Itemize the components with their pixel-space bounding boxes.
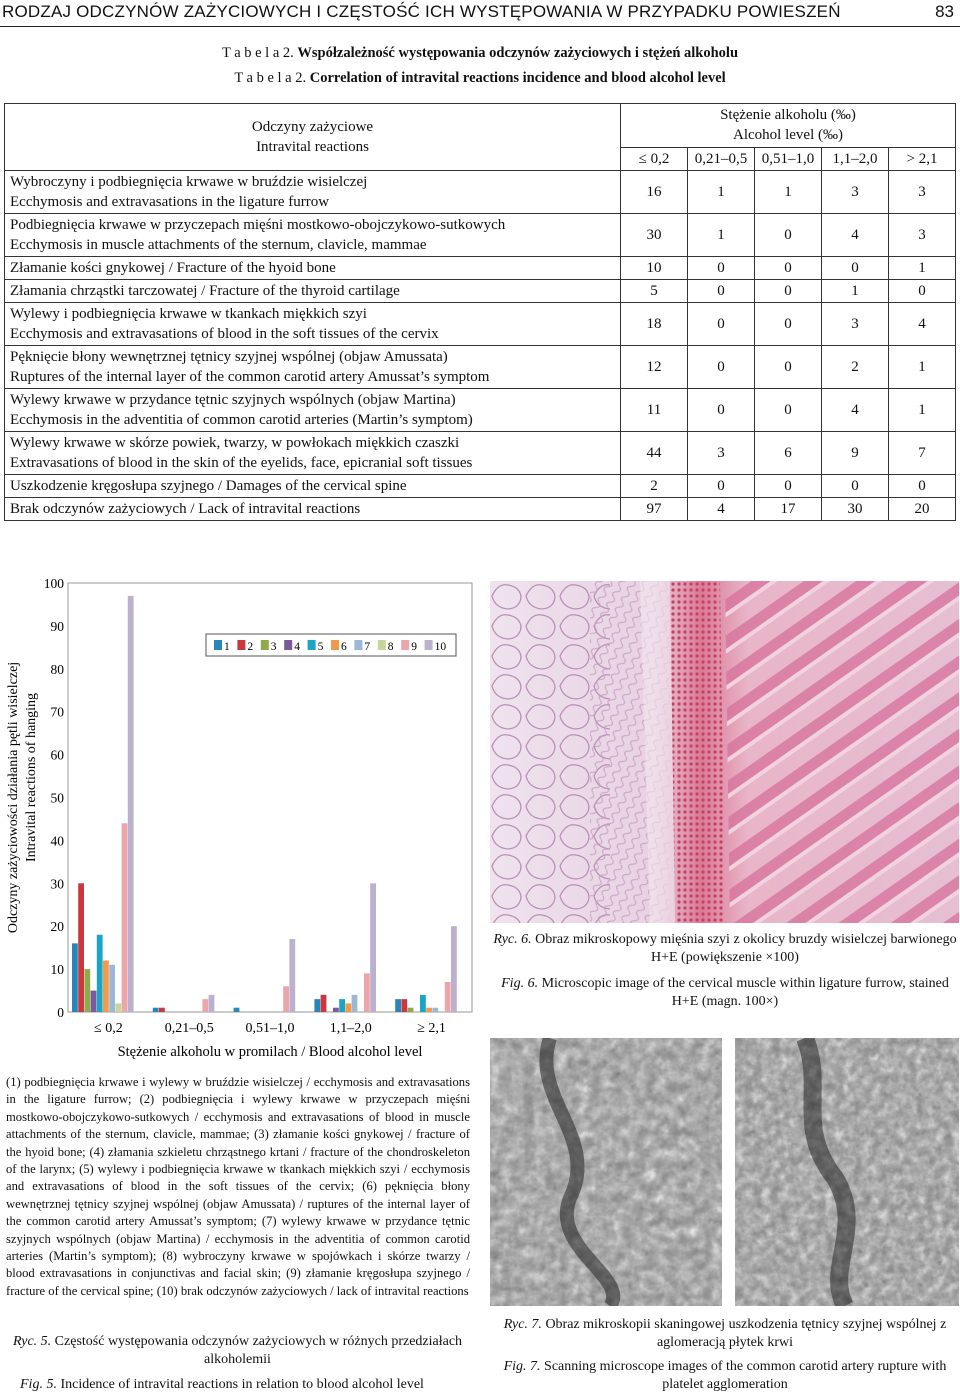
legend-swatch: [308, 640, 316, 650]
sem-photo-right: [735, 1038, 959, 1306]
bar-series-2: [159, 1008, 165, 1012]
table-row: [5, 303, 956, 346]
legend-swatch: [425, 640, 433, 650]
x-tick-label: ≥ 2,1: [417, 1021, 446, 1036]
row-label: Podbiegnięcia krwawe w przyczepach mięśni mostkowo-obojczykowo-sutkowych Ecchymosis in muscle attachments of the sternum, clavicle, mammae: [5, 214, 621, 257]
table-row: [5, 280, 956, 303]
bar-series-6: [426, 1008, 432, 1012]
sem-photo-left: [490, 1038, 722, 1306]
table-cell: 7: [889, 432, 956, 475]
y-tick-label: 90: [50, 618, 64, 634]
histology-image: [490, 581, 959, 923]
table-cell: 97: [621, 498, 688, 521]
legend-label: 4: [294, 641, 300, 653]
table-cell: 0: [688, 475, 755, 498]
table-cell: 10: [621, 257, 688, 280]
table-cell: 44: [621, 432, 688, 475]
legend-swatch: [284, 640, 292, 650]
column-header: 0,51–1,0: [755, 147, 822, 170]
table-cell: 0: [755, 257, 822, 280]
bar-series-5: [97, 935, 103, 1012]
table-cell: 4: [688, 498, 755, 521]
legend-label: 10: [434, 641, 447, 653]
y-tick-label: 70: [50, 704, 64, 720]
row-label: Wylewy i podbiegnięcia krwawe w tkankach miękkich szyi Ecchymosis and extravasations of blood in the soft tissues of the cervix: [5, 303, 621, 346]
table-row: [5, 432, 956, 475]
y-tick-label: 20: [50, 919, 64, 935]
table-cell: 2: [822, 346, 889, 389]
bar-series-10: [128, 596, 134, 1012]
table-cell: 3: [822, 303, 889, 346]
bar-series-1: [72, 943, 78, 1012]
table-cell: 3: [889, 171, 956, 214]
bar-series-1: [234, 1008, 240, 1012]
reactions-table: [4, 103, 956, 521]
bar-series-5: [420, 995, 426, 1012]
legend-swatch: [378, 640, 386, 650]
ryc6-caption: Ryc. 6. Obraz mikroskopowy mięśnia szyi z okolicy bruzdy wisielczej barwionego H+E (powiększenie ×100): [493, 932, 957, 965]
table-row: [5, 498, 956, 521]
bar-series-2: [401, 999, 407, 1012]
row-label: Brak odczynów zażyciowych / Lack of intravital reactions: [5, 498, 621, 521]
sem-image-left: [490, 1038, 722, 1306]
bar-series-9: [445, 982, 451, 1012]
row-label: Pęknięcie błony wewnętrznej tętnicy szyjnej wspólnej (objaw Amussata) Ruptures of the internal layer of the common carotid artery Amussat’s symptom: [5, 346, 621, 389]
bar-series-3: [84, 969, 90, 1012]
bar-series-7: [352, 995, 358, 1012]
table-cell: 0: [822, 257, 889, 280]
fig7-caption: Fig. 7. Scanning microscope images of the common carotid artery rupture with platelet agglomeration: [503, 1359, 947, 1392]
chart-legend-explanation: (1) podbiegnięcia krwawe i wylewy w bruździe wisielczej / ecchymosis and extravasations in the ligature furrow; (2) podbiegnięcia i wylewy krwawe w przyczepach mięśni mostkowo-obojczykowo-sutkowych / ecchymosis and extravasations of blood in muscle attachments of the sternum, clavicle, mammae; (3) złamanie kości gnykowej / fracture of the hyoid bone; (4) złamania szkieletu chrząstnego krtani / fracture of the chondroskeleton of the larynx; (5) wylewy i podbiegnięcia krwawe w tkankach miękkich szyi / ecchymosis and extravasations of blood in the soft tissues of the cervix; (6) pęknięcia błony wewnętrznej tętnicy szyjnej wspólnej (objaw Amussata) / ruptures of the internal layer of the common carotid artery Amussat’s symptom; (7) wylewy krwawe w przydance tętnic szyjnych wspólnych (objaw Martina) / ecchymosis in the adventitia of common carotid arteries (Martin’s symptom); (8) wybroczyny krwawe w spojówkach i skórze twarzy / blood extravasations in conjunctivas and facial skin; (9) złamanie kręgosłupa szyjnego / fracture of the cervical spine; (10) brak odczynów zażyciowych / lack of intravital reactions: [6, 1075, 470, 1298]
table-cell: 11: [621, 389, 688, 432]
table-cell: 9: [822, 432, 889, 475]
bar-series-10: [370, 883, 376, 1012]
table-cell: 0: [755, 475, 822, 498]
row-label: Uszkodzenie kręgosłupa szyjnego / Damages of the cervical spine: [5, 475, 621, 498]
bar-series-9: [364, 973, 370, 1012]
y-tick-label: 80: [50, 661, 64, 677]
table-cell: 1: [755, 171, 822, 214]
bar-series-3: [408, 1008, 414, 1012]
y-tick-label: 50: [50, 790, 64, 806]
table-cell: 20: [889, 498, 956, 521]
bar-series-4: [333, 1008, 339, 1012]
legend-label: 2: [247, 641, 254, 653]
head-right: Stężenie alkoholu (‰) Alcohol level (‰): [621, 104, 956, 148]
table-row: [5, 257, 956, 280]
legend-label: 9: [411, 641, 417, 653]
y-tick-label: 10: [50, 962, 64, 978]
bar-series-1: [395, 999, 401, 1012]
legend-swatch: [354, 640, 362, 650]
bar-series-2: [78, 883, 84, 1012]
bar-series-7: [109, 965, 115, 1012]
y-tick-label: 30: [50, 876, 64, 892]
table-caption-en: T a b e l a 2. Correlation of intravital reactions incidence and blood alcohol level: [234, 70, 726, 86]
table-cell: 0: [688, 303, 755, 346]
table-row: [5, 389, 956, 432]
running-header: [0, 0, 960, 28]
table-cell: 0: [822, 475, 889, 498]
bar-series-1: [153, 1008, 159, 1012]
table-cell: 1: [889, 346, 956, 389]
table-row: [5, 214, 956, 257]
table-cell: 1: [688, 171, 755, 214]
y-tick-label: 0: [57, 1005, 64, 1020]
x-axis-label: Stężenie alkoholu w promilach / Blood alcohol level: [117, 1044, 423, 1060]
row-label: Złamania chrząstki tarczowatej / Fracture of the thyroid cartilage: [5, 280, 621, 303]
page-number: 83: [935, 2, 954, 21]
legend-swatch: [261, 640, 269, 650]
histology-photo: [490, 581, 959, 923]
table-head-row: [5, 104, 956, 148]
sem-image-right: [735, 1038, 959, 1306]
table-cell: 5: [621, 280, 688, 303]
table-cell: 16: [621, 171, 688, 214]
column-header: > 2,1: [889, 147, 956, 170]
legend-label: 5: [317, 641, 324, 653]
table-cell: 18: [621, 303, 688, 346]
x-tick-label: 0,21–0,5: [164, 1021, 214, 1036]
bar-series-4: [91, 991, 97, 1012]
bar-series-9: [283, 986, 289, 1012]
table-cell: 0: [755, 303, 822, 346]
table-cell: 30: [621, 214, 688, 257]
legend-label: 6: [341, 641, 347, 653]
bar-chart: [0, 572, 475, 1062]
y-tick-label: 40: [50, 833, 64, 849]
row-label: Wylewy krwawe w przydance tętnic szyjnych wspólnych (objaw Martina) Ecchymosis in the adventitia of common carotid arteries (Martin’s symptom): [5, 389, 621, 432]
running-title: RODZAJ ODCZYNÓW ZAŻYCIOWYCH I CZĘSTOŚĆ ICH WYSTĘPOWANIA W PRZYPADKU POWIESZEŃ: [2, 2, 841, 21]
table-cell: 0: [889, 475, 956, 498]
legend-label: 7: [364, 641, 371, 653]
bar-series-10: [451, 926, 457, 1012]
ryc5-caption: Ryc. 5. Częstość występowania odczynów zażyciowych w różnych przedziałach alkoholemii: [12, 1334, 463, 1367]
table-cell: 12: [621, 346, 688, 389]
bar-series-2: [321, 995, 327, 1012]
table-cell: 3: [822, 171, 889, 214]
fig5-caption: Fig. 5. Incidence of intravital reactions in relation to blood alcohol level: [20, 1377, 424, 1392]
legend-swatch: [214, 640, 222, 650]
table-cell: 4: [822, 214, 889, 257]
bar-series-1: [314, 999, 320, 1012]
table-cell: 6: [755, 432, 822, 475]
table-cell: 3: [688, 432, 755, 475]
column-header: 1,1–2,0: [822, 147, 889, 170]
table-cell: 4: [889, 303, 956, 346]
legend-label: 1: [224, 641, 230, 653]
table-cell: 1: [889, 257, 956, 280]
table-cell: 1: [889, 389, 956, 432]
table-row: [5, 475, 956, 498]
table-cell: 0: [688, 389, 755, 432]
x-tick-label: 1,1–2,0: [329, 1021, 372, 1036]
row-label: Złamanie kości gnykowej / Fracture of the hyoid bone: [5, 257, 621, 280]
bar-series-10: [289, 939, 295, 1012]
column-header: ≤ 0,2: [621, 147, 688, 170]
table-cell: 0: [755, 389, 822, 432]
table-caption-pl: T a b e l a 2. Współzależność występowania odczynów zażyciowych i stężeń alkoholu: [221, 45, 739, 61]
chart-bars: [72, 596, 457, 1012]
table-cell: 0: [688, 280, 755, 303]
bar-series-9: [122, 823, 128, 1012]
table-cell: 0: [688, 346, 755, 389]
table-cell: 30: [822, 498, 889, 521]
chart-legend: [206, 634, 456, 656]
y-axis-label-en: Intravital reactions of hanging: [24, 692, 39, 863]
head-left: Odczyny zażyciowe Intravital reactions: [5, 104, 621, 171]
bar-series-10: [209, 995, 215, 1012]
table-cell: 0: [755, 214, 822, 257]
y-tick-label: 60: [50, 747, 64, 763]
row-label: Wybroczyny i podbiegnięcia krwawe w bruździe wisielczej Ecchymosis and extravasations in the ligature furrow: [5, 171, 621, 214]
table-cell: 0: [755, 280, 822, 303]
bar-series-7: [432, 1008, 438, 1012]
bar-series-6: [345, 1003, 351, 1012]
x-tick-label: ≤ 0,2: [94, 1021, 123, 1036]
table-cell: 4: [822, 389, 889, 432]
bar-series-5: [339, 999, 345, 1012]
header-rule: [0, 26, 960, 27]
table-cell: 17: [755, 498, 822, 521]
table-cell: 3: [889, 214, 956, 257]
legend-swatch: [331, 640, 339, 650]
table-row: [5, 346, 956, 389]
x-tick-label: 0,51–1,0: [245, 1021, 295, 1036]
row-label: Wylewy krwawe w skórze powiek, twarzy, w powłokach miękkich czaszki Extravasations of blood in the skin of the eyelids, face, epicranial soft tissues: [5, 432, 621, 475]
table-row: [5, 171, 956, 214]
bar-series-6: [103, 961, 109, 1012]
legend-swatch: [401, 640, 409, 650]
legend-label: 8: [387, 641, 394, 653]
y-tick-label: 100: [43, 576, 64, 591]
ryc7-caption: Ryc. 7. Obraz mikroskopii skaningowej uszkodzenia tętnicy szyjnej wspólnej z aglomeracją płytek krwi: [503, 1317, 947, 1350]
bar-series-9: [202, 999, 208, 1012]
table-cell: 0: [688, 257, 755, 280]
bar-series-8: [115, 1003, 121, 1012]
table-cell: 1: [688, 214, 755, 257]
table-cell: 1: [822, 280, 889, 303]
fig6-caption: Fig. 6. Microscopic image of the cervical muscle within ligature furrow, stained H+E (magn. 100×): [501, 976, 949, 1009]
table-cell: 0: [755, 346, 822, 389]
legend-label: 3: [270, 641, 277, 653]
column-header: 0,21–0,5: [688, 147, 755, 170]
table-cell: 0: [889, 280, 956, 303]
legend-swatch: [237, 640, 245, 650]
table-cell: 2: [621, 475, 688, 498]
y-axis-label-pl: Odczyny zażyciowości działania pętli wisielczej: [6, 661, 21, 934]
